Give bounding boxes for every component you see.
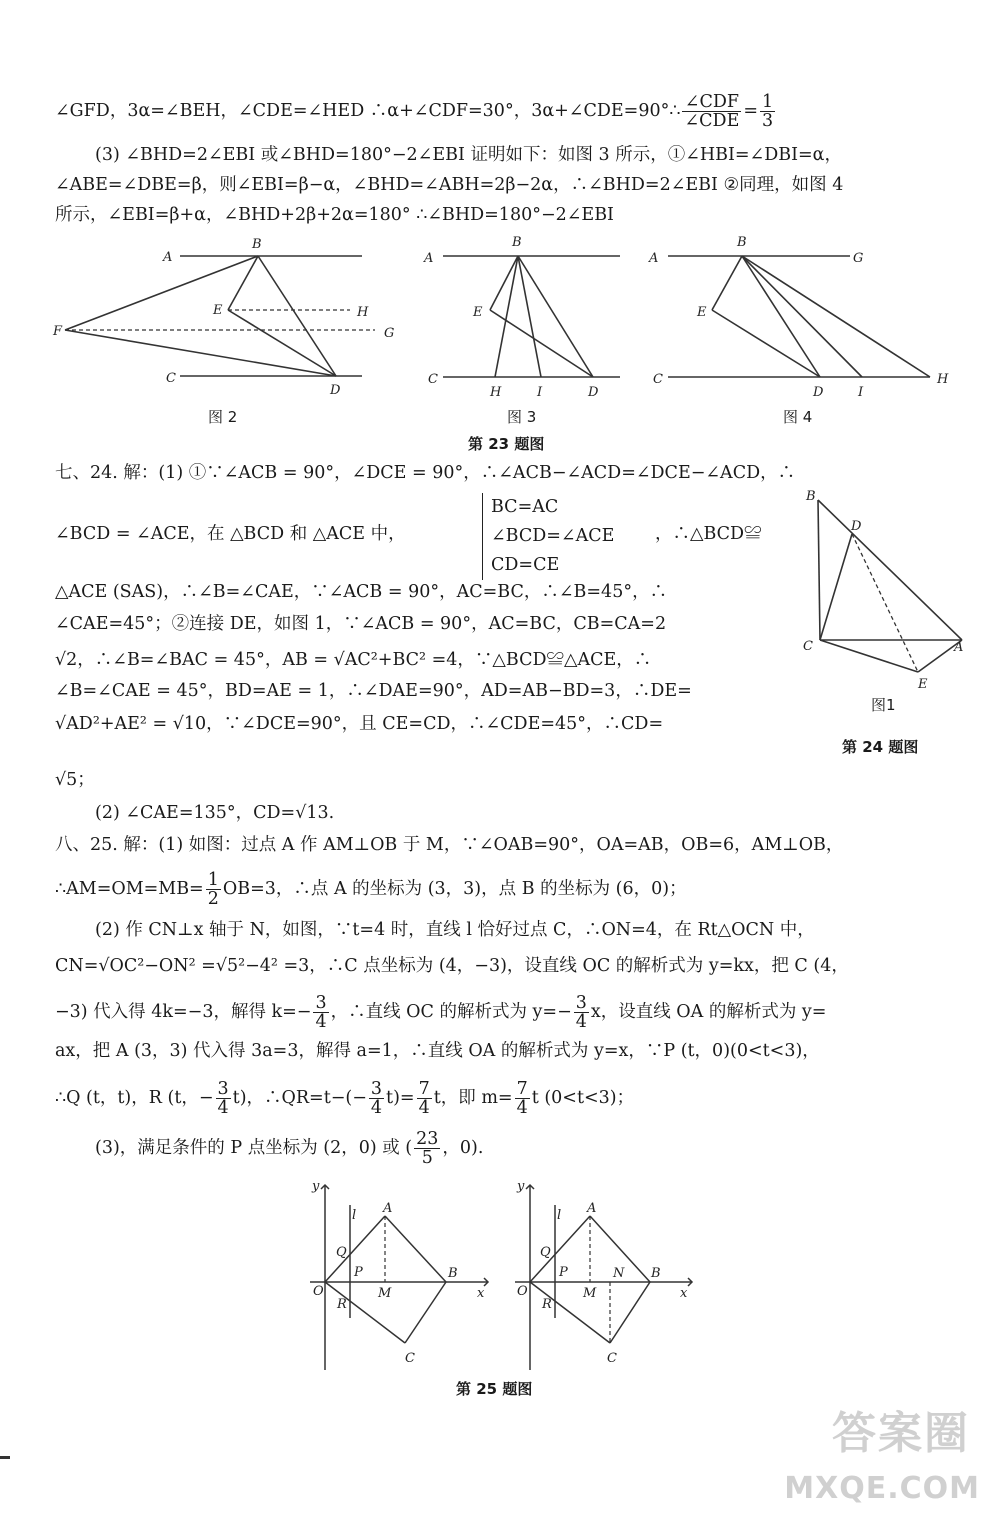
label-C: C <box>166 371 176 386</box>
fraction-numerator: 1 <box>762 92 774 112</box>
figure-caption: 图 2 <box>208 408 238 426</box>
text-line: √2，∴∠B=∠BAC = 45°，AB = √AC²+BC² =4，∵△BCD≌△ACE，∴ <box>55 650 652 670</box>
text-line: (2) 作 CN⊥x 轴于 N，如图，∵t=4 时，直线 l 恰好过点 C，∴ON=4，在 Rt△OCN 中， <box>95 920 815 940</box>
figure-caption: 图1 <box>871 696 896 714</box>
text-segment: ∴Q (t，t)，R (t，− <box>55 1088 214 1108</box>
label-E: E <box>473 305 483 320</box>
fraction-denominator: 4 <box>418 1098 430 1118</box>
text-segment: (3)，满足条件的 P 点坐标为 (2，0) 或 ( <box>95 1138 413 1158</box>
label-O: O <box>517 1284 528 1299</box>
label-H: H <box>357 305 369 320</box>
text-segment: ∴AM=OM=MB= <box>55 879 204 899</box>
text-segment: ，0). <box>442 1138 484 1158</box>
text-segment: −3) 代入得 4k=−3，解得 k=− <box>55 1002 312 1022</box>
text-segment: t，即 m= <box>433 1088 513 1108</box>
fraction-numerator: 3 <box>315 993 327 1013</box>
text-line: √5； <box>55 770 95 790</box>
label-E: E <box>697 305 707 320</box>
text-line: 八、25. 解：(1) 如图：过点 A 作 AM⊥OB 于 M，∵∠OAB=90°，OA=AB，OB=6，AM⊥OB， <box>55 835 844 855</box>
label-A: A <box>424 251 434 266</box>
label-C: C <box>653 372 663 387</box>
text-line: △ACE (SAS)，∴∠B=∠CAE，∵∠ACB = 90°，AC=BC，∴∠B=45°，∴ <box>55 582 668 602</box>
label-O: O <box>313 1284 324 1299</box>
margin-mark <box>0 1456 10 1459</box>
label-A: A <box>954 640 964 655</box>
label-F: F <box>53 324 63 339</box>
text-line: ∠BCD = ∠ACE，在 △BCD 和 △ACE 中， <box>55 524 406 544</box>
label-G: G <box>384 326 395 341</box>
fraction-denominator: 4 <box>217 1098 229 1118</box>
fraction-denominator: ∠CDE <box>684 111 740 131</box>
label-A: A <box>163 250 173 265</box>
label-E: E <box>918 677 928 692</box>
label-D: D <box>330 383 341 398</box>
label-y: y <box>312 1179 320 1194</box>
fraction-denominator: 4 <box>370 1098 383 1118</box>
text-segment: OB=3，∴点 A 的坐标为 (3，3)，点 B 的坐标为 (6，0)； <box>222 879 687 899</box>
figure-caption: 图 3 <box>507 408 537 426</box>
label-I: I <box>858 385 864 400</box>
label-D: D <box>813 385 824 400</box>
fraction-denominator: 4 <box>315 1012 327 1032</box>
text-line: ∠ABE=∠DBE=β，则∠EBI=β−α，∠BHD=∠ABH=2β−2α，∴∠BHD=2∠EBI ②同理，如图 4 <box>55 175 844 195</box>
label-C: C <box>607 1351 617 1366</box>
label-P: P <box>354 1265 363 1280</box>
label-A: A <box>587 1201 597 1216</box>
label-x: x <box>477 1286 485 1301</box>
fraction-numerator: 3 <box>217 1079 229 1099</box>
label-H: H <box>937 372 949 387</box>
system-row: CD=CE <box>491 555 560 575</box>
label-C: C <box>405 1351 415 1366</box>
text-segment: ，∴直线 OC 的解析式为 y=− <box>330 1002 572 1022</box>
fraction-numerator: 1 <box>207 870 219 890</box>
label-Q: Q <box>336 1245 347 1260</box>
label-y: y <box>517 1179 525 1194</box>
text-segment: t)= <box>386 1088 415 1108</box>
label-D: D <box>588 385 599 400</box>
label-I: I <box>537 385 543 400</box>
fraction-numerator: 23 <box>416 1129 439 1149</box>
system-row: ∠BCD=∠ACE <box>491 526 615 546</box>
label-R: R <box>542 1297 552 1312</box>
fraction-denominator: 2 <box>207 889 219 909</box>
label-B: B <box>252 237 262 252</box>
text-segment: x，设直线 OA 的解析式为 y= <box>590 1002 827 1022</box>
label-B: B <box>737 235 747 250</box>
label-B: B <box>512 235 522 250</box>
fraction-denominator: 3 <box>762 111 774 131</box>
fraction-numerator: 7 <box>418 1079 430 1099</box>
label-C: C <box>803 639 813 654</box>
text-segment: ∠GFD，3α=∠BEH，∠CDE=∠HED ∴α+∠CDF=30°，3α+∠CDE=90°∴ <box>55 101 681 121</box>
figure-caption: 第 25 题图 <box>456 1380 533 1398</box>
label-G: G <box>853 251 864 266</box>
label-B: B <box>651 1266 661 1281</box>
label-M: M <box>378 1286 392 1301</box>
text-segment: t)，∴QR=t−(− <box>232 1088 367 1108</box>
system-row: BC=AC <box>491 497 559 517</box>
label-A: A <box>383 1201 393 1216</box>
label-P: P <box>559 1265 568 1280</box>
text-line: ∠CAE=45°；②连接 DE，如图 1，∵∠ACB = 90°，AC=BC，CB=CA=2 <box>55 614 667 634</box>
label-R: R <box>337 1297 347 1312</box>
text-line: ax，把 A (3，3) 代入得 3a=3，解得 a=1，∴直线 OA 的解析式为 y=x，∵P (t，0)(0<t<3)， <box>55 1041 820 1061</box>
fraction-denominator: 5 <box>421 1148 433 1168</box>
label-l: l <box>352 1208 357 1223</box>
fraction-denominator: 4 <box>575 1012 587 1032</box>
fraction-denominator: 4 <box>516 1098 528 1118</box>
label-B: B <box>448 1266 458 1281</box>
text-line: √AD²+AE² = √10，∵∠DCE=90°，且 CE=CD，∴∠CDE=45°，∴CD= <box>55 714 664 734</box>
label-N: N <box>613 1266 625 1281</box>
figure-caption: 第 23 题图 <box>468 435 545 453</box>
text-line: ∠B=∠CAE = 45°，BD=AE = 1，∴∠DAE=90°，AD=AB−BD=3，∴DE= <box>55 681 692 701</box>
label-D: D <box>851 519 862 534</box>
watermark-url: MXQE.COM <box>784 1471 980 1506</box>
label-l: l <box>557 1208 562 1223</box>
label-H: H <box>490 385 502 400</box>
fraction-numerator: 7 <box>516 1079 528 1099</box>
text-line: 七、24. 解：(1) ①∵∠ACB = 90°，∠DCE = 90°，∴∠ACB−∠ACD=∠DCE−∠ACD，∴ <box>55 463 796 483</box>
watermark-logo: 答案圈 <box>832 1408 970 1459</box>
label-x: x <box>680 1286 688 1301</box>
figure-caption: 第 24 题图 <box>842 738 919 756</box>
fraction-numerator: 3 <box>575 993 587 1013</box>
fraction-numerator: ∠CDF <box>682 93 741 112</box>
figure-caption: 图 4 <box>783 408 813 426</box>
text-line: 所示，∠EBI=β+α，∠BHD+2β+2α=180° ∴∠BHD=180°−2∠EBI <box>55 205 614 225</box>
label-M: M <box>583 1286 597 1301</box>
label-B: B <box>806 489 816 504</box>
fraction-numerator: 3 <box>370 1079 383 1099</box>
text-line: CN=√OC²−ON² =√5²−4² =3，∴C 点坐标为 (4，−3)，设直线 OC 的解析式为 y=kx，把 C (4， <box>55 956 849 976</box>
label-A: A <box>649 251 659 266</box>
text-segment: t (0<t<3)； <box>531 1088 635 1108</box>
text-segment: = <box>743 101 759 121</box>
text-line: (2) ∠CAE=135°，CD=√13. <box>95 803 335 823</box>
text-line: ，∴△BCD≌ <box>655 524 762 544</box>
text-line: (3) ∠BHD=2∠EBI 或∠BHD=180°−2∠EBI 证明如下：如图 3 所示，①∠HBI=∠DBI=α， <box>95 145 843 165</box>
label-E: E <box>213 303 223 318</box>
label-Q: Q <box>540 1245 551 1260</box>
label-C: C <box>428 372 438 387</box>
